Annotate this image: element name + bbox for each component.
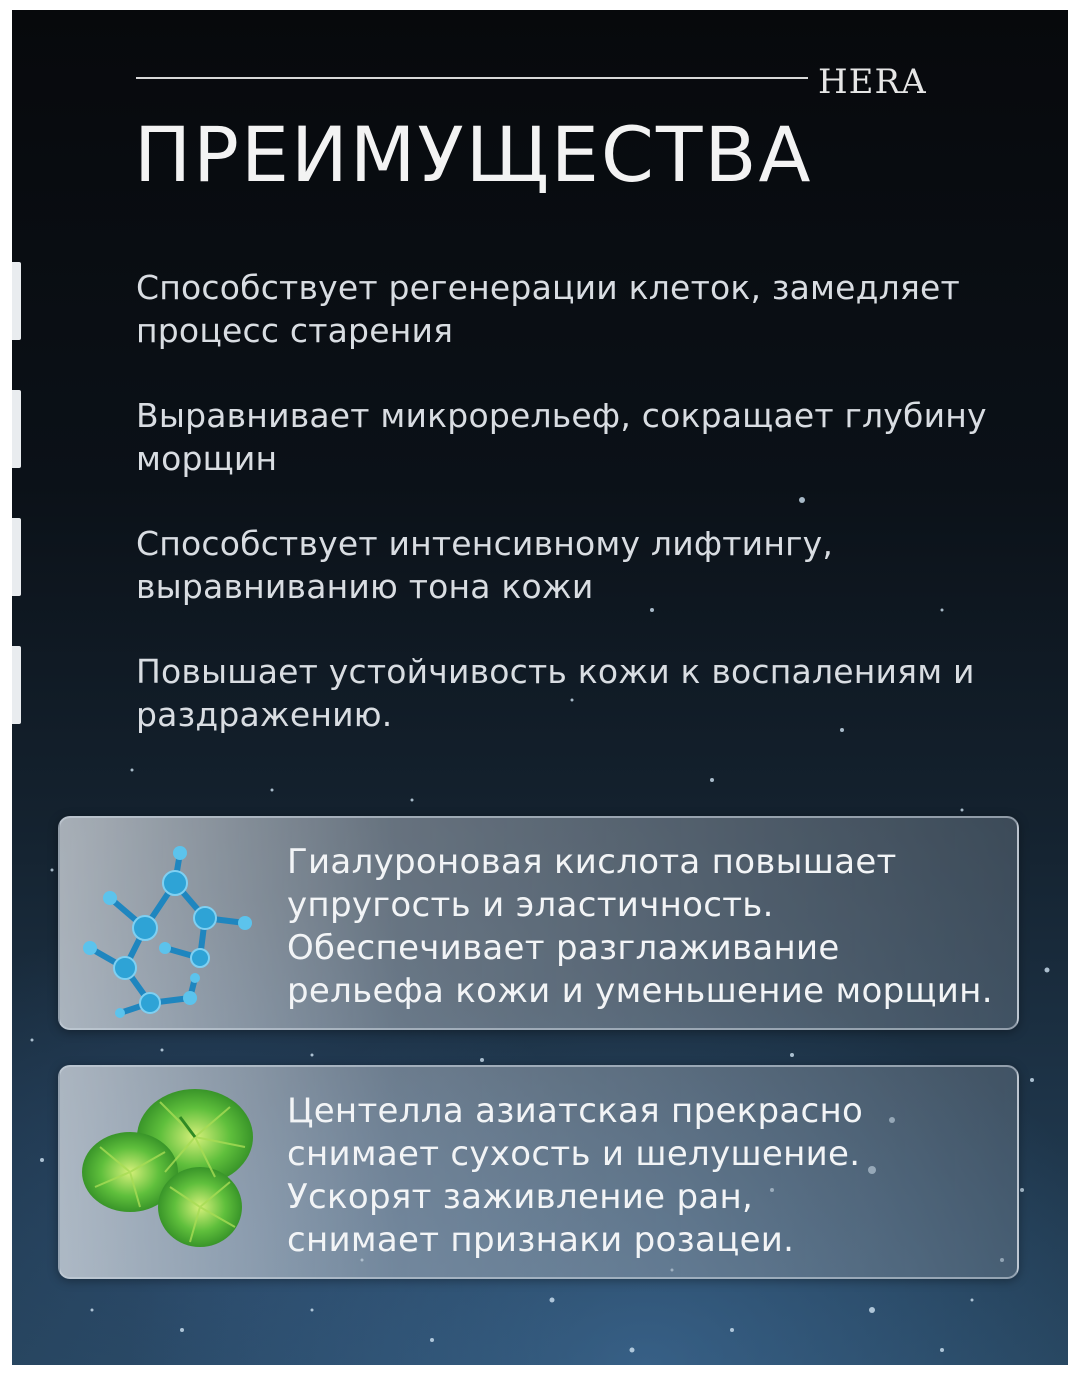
card-text-line: снимает признаки розацеи.	[287, 1220, 795, 1260]
benefit-item: Повышает устойчивость кожи к воспалениям и раздражению.	[136, 652, 975, 734]
centella-description	[287, 1090, 1007, 1262]
card-text-line: рельефа кожи и уменьшение морщин.	[287, 971, 993, 1011]
side-tab	[12, 390, 21, 468]
card-text-line: упругость и эластичность.	[287, 885, 774, 925]
card-text-line: Центелла азиатская прекрасно	[287, 1091, 864, 1131]
card-text-line: Обеспечивает разглаживание	[287, 928, 840, 968]
hyaluronic-description	[287, 841, 1007, 1013]
benefit-item: Способствует регенерации клеток, замедляет процесс старения	[136, 268, 960, 350]
side-tab	[12, 518, 21, 596]
card-text-line: снимает сухость и шелушение.	[287, 1134, 861, 1174]
header-rule	[136, 77, 808, 79]
benefit-item: Выравнивает микрорельеф, сокращает глубину морщин	[136, 396, 987, 478]
centella-card	[58, 1065, 1019, 1279]
card-text-line: Гиалуроновая кислота повышает	[287, 842, 897, 882]
centella-leaf-icon	[70, 1077, 270, 1267]
side-tab	[12, 646, 21, 724]
benefit-item: Способствует интенсивному лифтингу, выравниванию тона кожи	[136, 524, 834, 606]
brand-name: HERA	[818, 62, 927, 102]
hyaluronic-card	[58, 816, 1019, 1030]
card-text-line: Ускорят заживление ран,	[287, 1177, 754, 1217]
molecule-icon	[70, 828, 270, 1018]
page-title: ПРЕИМУЩЕСТВА	[134, 110, 813, 199]
side-tab	[12, 262, 21, 340]
promo-panel	[12, 10, 1068, 1365]
